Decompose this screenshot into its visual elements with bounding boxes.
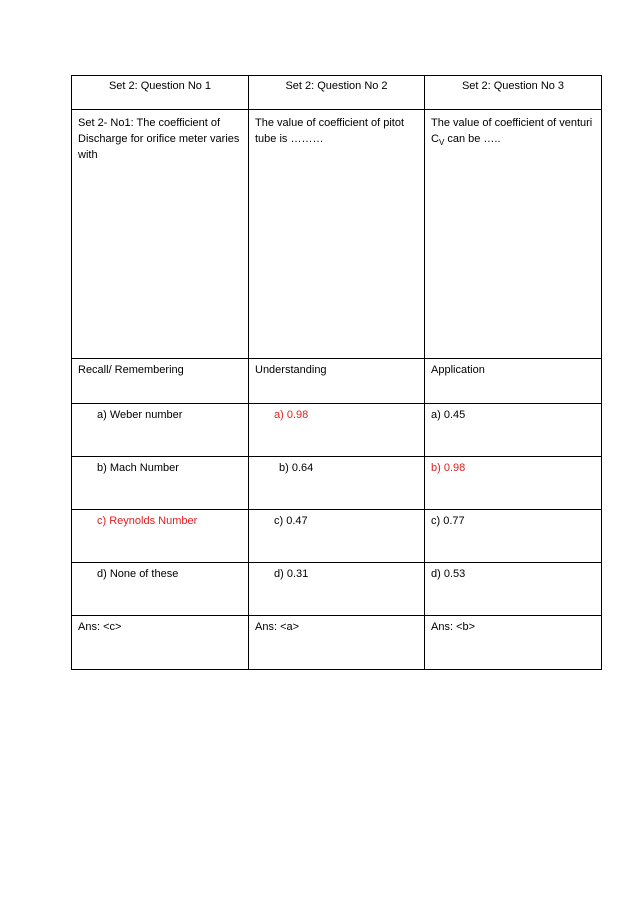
header-cell	[72, 76, 249, 110]
option-text: a) Weber number	[97, 409, 183, 421]
header-cell	[425, 76, 602, 110]
question-text: The value of coefficient of pitot tube is ………	[255, 117, 404, 145]
level-label: Understanding	[255, 364, 327, 376]
option-cell	[425, 457, 602, 510]
option-cell	[425, 404, 602, 457]
option-text: d) 0.31	[274, 568, 309, 580]
option-cell	[72, 563, 249, 616]
answer-text: Ans: <a>	[255, 621, 300, 633]
level-cell	[249, 359, 425, 404]
header-label: Set 2: Question No 2	[285, 80, 388, 92]
option-cell	[425, 510, 602, 563]
option-text-correct: a) 0.98	[274, 409, 309, 421]
header-label: Set 2: Question No 1	[108, 80, 212, 92]
header-row	[72, 76, 602, 110]
level-label: Recall/ Remembering	[78, 364, 184, 376]
option-cell	[72, 510, 249, 563]
question-text	[425, 110, 601, 147]
option-row	[72, 510, 602, 563]
question-table	[71, 75, 602, 670]
answer-text: Ans: <c>	[78, 621, 122, 633]
question-text-part: The value of coefficient of venturi C	[431, 117, 593, 145]
level-row	[72, 359, 602, 404]
option-row	[72, 404, 602, 457]
question-cell	[249, 110, 425, 359]
question-row	[72, 110, 602, 359]
answer-text: Ans: <b>	[431, 621, 476, 633]
option-text: d) 0.53	[431, 568, 466, 580]
option-cell	[425, 563, 602, 616]
level-cell	[425, 359, 602, 404]
question-text-part: can be …..	[444, 133, 501, 145]
option-text: a) 0.45	[431, 409, 466, 421]
option-text: b) 0.64	[279, 462, 314, 474]
header-label: Set 2: Question No 3	[461, 80, 565, 92]
option-text: c) 0.77	[431, 515, 465, 527]
option-row	[72, 457, 602, 510]
option-text: d) None of these	[97, 568, 179, 580]
option-cell	[249, 404, 425, 457]
option-text: c) 0.47	[274, 515, 308, 527]
option-cell	[249, 457, 425, 510]
answer-cell	[425, 616, 602, 670]
question-text: Set 2- No1: The coefficient of Discharge for orifice meter varies with	[78, 117, 240, 161]
question-subscript: V	[438, 138, 445, 147]
level-cell	[72, 359, 249, 404]
question-cell	[425, 110, 602, 359]
header-cell	[249, 76, 425, 110]
option-cell	[249, 563, 425, 616]
level-label: Application	[431, 364, 485, 376]
option-row	[72, 563, 602, 616]
option-text-correct: b) 0.98	[431, 462, 466, 474]
option-cell	[249, 510, 425, 563]
option-cell	[72, 404, 249, 457]
answer-row	[72, 616, 602, 670]
answer-cell	[249, 616, 425, 670]
option-text: b) Mach Number	[97, 462, 179, 474]
answer-cell	[72, 616, 249, 670]
question-cell	[72, 110, 249, 359]
option-cell	[72, 457, 249, 510]
option-text-correct: c) Reynolds Number	[97, 515, 198, 527]
